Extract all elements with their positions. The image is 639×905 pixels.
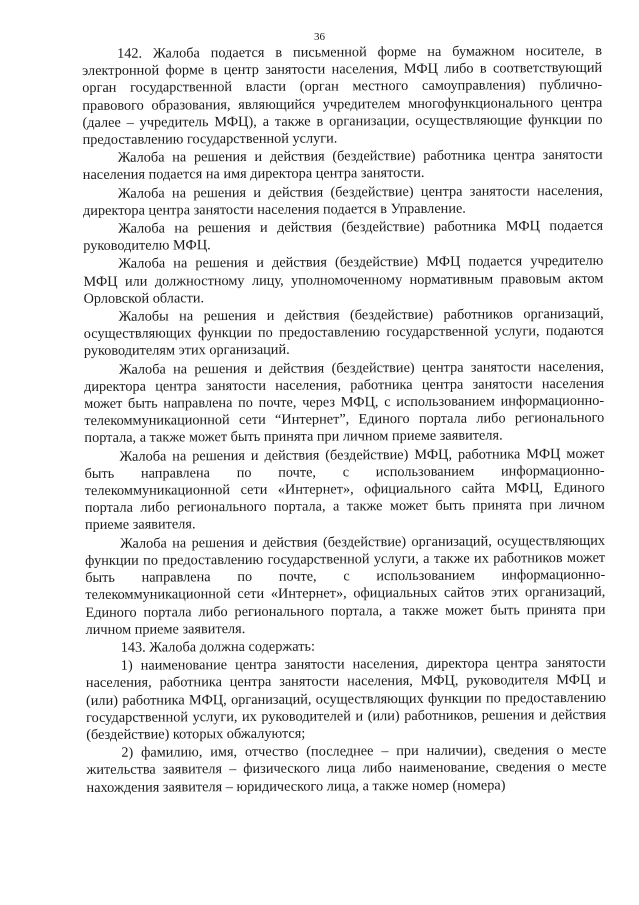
- paragraph-complaint-center: Жалоба на решения и действия (бездействие) центра занятости населения, директора центра занятости населения подается в Управление.: [82, 182, 603, 219]
- page-number: 36: [314, 31, 325, 43]
- paragraph-submission-mfc: Жалоба на решения и действия (бездействие) МФЦ, работника МФЦ может быть направлена по почте, с использованием информационно-телекоммуникационной сети «Интернет», официального сайта МФЦ, Единого портала либо регионального портала, а также может быть принята при личном приеме заявителя.: [84, 445, 605, 534]
- paragraph-submission-organizations: Жалоба на решения и действия (бездействие) организаций, осуществляющих функции по предоставлению государственной услуги, а также их работников может быть направлена по почте, с использованием информационно-телекоммуникационной сети «Интернет», официальных сайтов этих организаций, Единого портала либо регионального портала, а также может быть принята при личном приеме заявителя.: [85, 532, 606, 638]
- list-item-1: 1) наименование центра занятости населения, директора центра занятости населения, работника центра занятости населения, МФЦ, руководителя МФЦ и (или) работника МФЦ, организаций, осуществляющих функции по предоставлению государственной услуги, их руководителей и (или) работников, решения и действия (бездействие) которых обжалуются;: [85, 654, 607, 743]
- paragraph-complaint-mfc-employee: Жалоба на решения и действия (бездействие) работника МФЦ подается руководителю МФЦ.: [83, 217, 604, 255]
- paragraph-submission-center: Жалоба на решения и действия (бездействие) центра занятости населения, директора центра занятости населения, работника центра занятости населения может быть направлена по почте, через МФЦ, с использованием информационно-телекоммуникационной сети “Интернет”, Единого портала либо регионального портала, а также может быть принята при личном приеме заявителя.: [84, 358, 605, 447]
- paragraph-complaint-organizations: Жалобы на решения и действия (бездействие) работников организаций, осуществляющих функции по предоставлению государственной услуги, подаются руководителям этих организаций.: [83, 305, 604, 360]
- paragraph-142: 142. Жалоба подается в письменной форме на бумажном носителе, в электронной форме в центр занятости населения, МФЦ либо в соответствующий орган государственной власти (орган местного самоуправления) публично-правового образования, являющийся учредителем многофункционального центра (далее – учредитель МФЦ), а также в организации, осуществляющие функции по предоставлению государственной услуги.: [82, 42, 603, 149]
- paragraph-complaint-employee: Жалоба на решения и действия (бездействие) работника центра занятости населения подается на имя директора центра занятости.: [82, 147, 603, 184]
- list-item-2: 2) фамилию, имя, отчество (последнее – при наличии), сведения о месте жительства заявителя – физического лица либо наименование, сведения о месте нахождения заявителя – юридического лица, а также номер (номера): [86, 741, 607, 796]
- paragraph-complaint-mfc: Жалоба на решения и действия (бездействие) МФЦ подается учредителю МФЦ или должностному лицу, уполномоченному нормативным правовым актом Орловской области.: [83, 253, 604, 307]
- paragraph-143: 143. Жалоба должна содержать:: [120, 638, 315, 656]
- document-body: [82, 43, 607, 798]
